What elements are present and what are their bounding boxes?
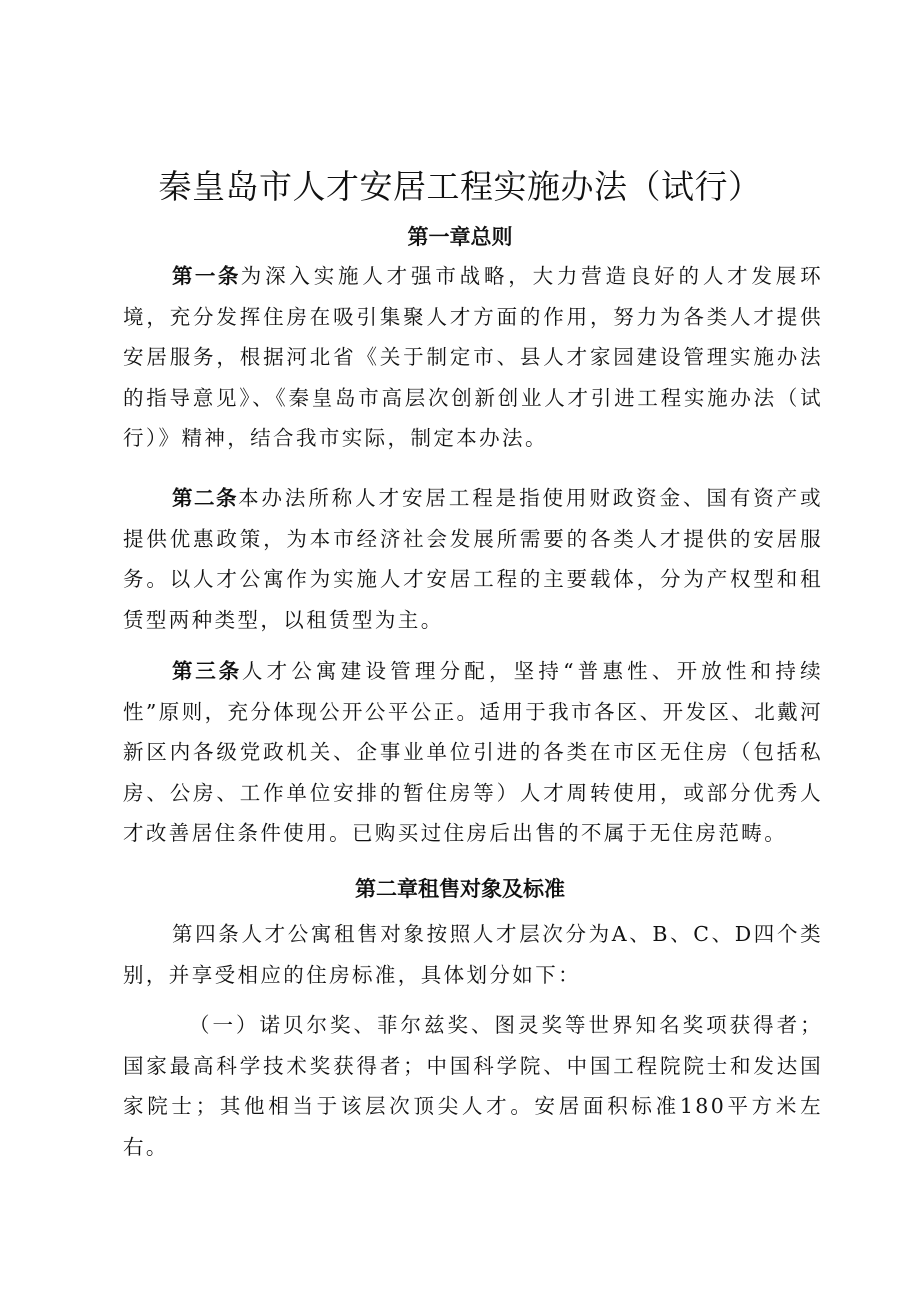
- article-4-paragraph: 第四条人才公寓租售对象按照人才层次分为A、B、C、D四个类别，并享受相应的住房标准，具体划分如下：: [123, 922, 823, 987]
- chapter-heading-general: 第一章总则: [407, 225, 513, 249]
- article-1-paragraph: [123, 256, 823, 459]
- article-3-label: 第三条: [172, 659, 242, 683]
- chapter-heading-rental-targets: 第二章租售对象及标准: [355, 877, 565, 901]
- article-3-text: 人才公寓建设管理分配，坚持“普惠性、开放性和持续性”原则，充分体现公开公平公正。适用于我市各区、开发区、北戴河新区内各级党政机关、企事业单位引进的各类在市区无住房（包括私房、公房、工作单位安排的暂住房等）人才周转使用，或部分优秀人才改善居住条件使用。已购买过住房后出售的不属于无住房范畴。: [123, 659, 823, 845]
- article-1-text: 为深入实施人才强市战略，大力营造良好的人才发展环境，充分发挥住房在吸引集聚人才方面的作用，努力为各类人才提供安居服务，根据河北省《关于制定市、县人才家园建设管理实施办法的指导意见》、《秦皇岛市高层次创新创业人才引进工程实施办法（试行）》精神，结合我市实际，制定本办法。: [123, 264, 823, 450]
- article-2-label: 第二条: [172, 486, 239, 510]
- article-2-text: 本办法所称人才安居工程是指使用财政资金、国有资产或提供优惠政策，为本市经济社会发展所需要的各类人才提供的安居服务。以人才公寓作为实施人才安居工程的主要载体，分为产权型和租赁型两种类型，以租赁型为主。: [123, 486, 824, 632]
- article-3-paragraph: [123, 651, 823, 854]
- item-1-paragraph: （一）诺贝尔奖、菲尔兹奖、图灵奖等世界知名奖项获得者；国家最高科学技术奖获得者；中国科学院、中国工程院院士和发达国家院士；其他相当于该层次顶尖人才。安居面积标准180平方米左右。: [123, 1013, 823, 1159]
- document-title: 秦皇岛市人才安居工程实施办法（试行）: [158, 167, 762, 206]
- article-1-label: 第一条: [172, 264, 241, 288]
- article-2-paragraph: [123, 478, 823, 640]
